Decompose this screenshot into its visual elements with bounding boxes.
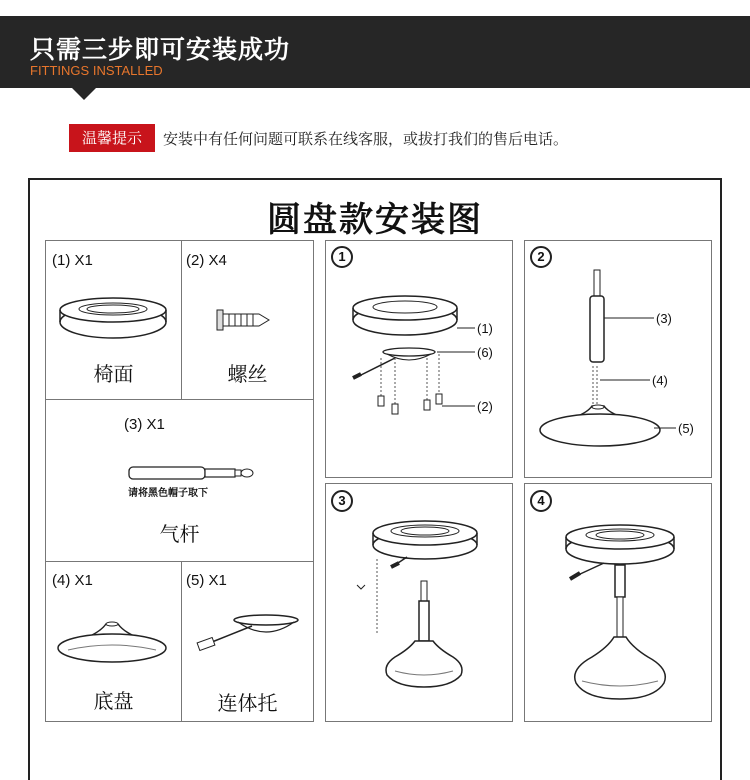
step1-illustration [325, 240, 513, 478]
part-name-bracket: 连体托 [217, 691, 278, 715]
step3-illustration [325, 483, 513, 722]
part-qty-gas-lift: (3) X1 [124, 416, 165, 433]
tip-badge: 温馨提示 [69, 124, 155, 152]
part-name-base: 底盘 [93, 689, 134, 713]
step4-illustration [524, 483, 712, 722]
step1-callout-bracket: (6) [477, 345, 493, 360]
diagram-title: 圆盘款安装图 [267, 200, 483, 240]
part-qty-seat: (1) X1 [52, 252, 93, 269]
part-name-gas-lift: 气杆 [159, 522, 200, 546]
part-name-seat: 椅面 [93, 362, 134, 386]
step2-callout-base: (5) [678, 421, 694, 436]
part-qty-screw: (2) X4 [186, 252, 227, 269]
tip-text: 安装中有任何问题可联系在线客服，或拔打我们的售后电话。 [163, 129, 569, 148]
gas-lift-note: 请将黑色帽子取下 [128, 488, 208, 499]
part-name-screw: 螺丝 [227, 362, 268, 386]
step-number-3: 3 [331, 490, 353, 512]
step1-callout-screws: (2) [477, 399, 493, 414]
base-disc-icon [56, 618, 168, 664]
tip-row [69, 124, 568, 152]
page-subtitle: FITTINGS INSTALLED [30, 63, 163, 78]
seat-cushion-icon [58, 296, 168, 340]
step2-callout-base-hole: (4) [652, 373, 668, 388]
step2-callout-gas-lift: (3) [656, 311, 672, 326]
step1-callout-seat: (1) [477, 321, 493, 336]
screw-icon [215, 308, 271, 332]
step-number-4: 4 [530, 490, 552, 512]
step2-illustration [524, 240, 712, 478]
part-qty-bracket: (5) X1 [186, 572, 227, 589]
banner-notch [72, 88, 96, 100]
gas-lift-icon [128, 464, 258, 482]
step-number-1: 1 [331, 246, 353, 268]
part-qty-base: (4) X1 [52, 572, 93, 589]
step-number-2: 2 [530, 246, 552, 268]
page-title: 只需三步即可安装成功 [30, 35, 291, 64]
bracket-icon [196, 612, 302, 656]
